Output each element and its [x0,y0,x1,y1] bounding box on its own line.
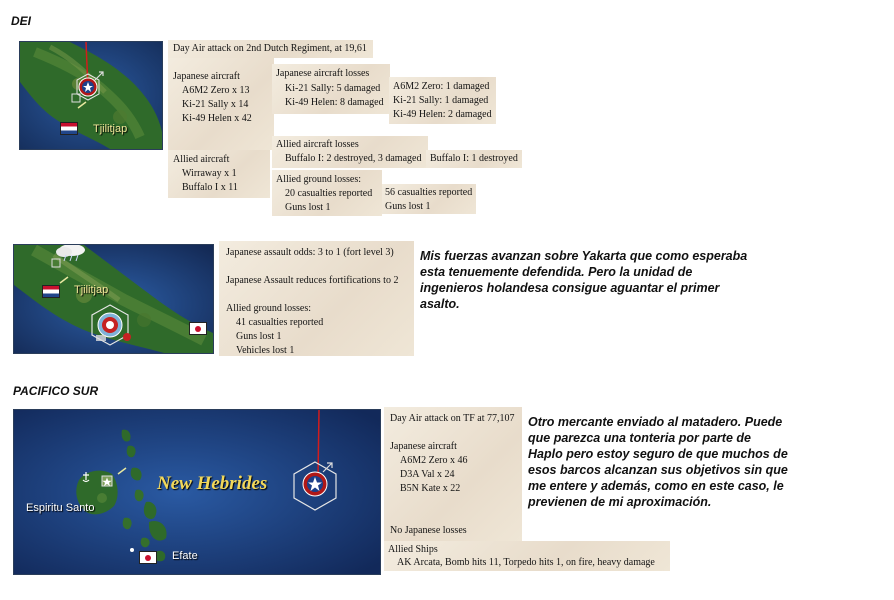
commentary-line: asalto. [420,297,460,311]
report1-allied-header: Allied aircraft [173,154,230,165]
report3-no-losses: No Japanese losses [390,525,467,536]
report2-fortifications: Japanese Assault reduces fortifications to 2 [226,275,399,286]
report2-odds: Japanese assault odds: 3 to 1 (fort level 3) [226,247,394,258]
report1-ground-extra-item: 56 casualties reported [385,187,473,198]
report3-jap-aircraft-item: D3A Val x 24 [400,469,455,480]
report3-jap-aircraft-item: A6M2 Zero x 46 [400,455,468,466]
report3-jap-aircraft-item: B5N Kate x 22 [400,483,461,494]
report1-jap-loss-extra-item: Ki-49 Helen: 2 damaged [393,109,492,120]
section-title-pacifico-sur: PACIFICO SUR [13,384,99,398]
dutch-flag-icon [42,285,60,298]
map-label-new-hebrides: New Hebrides [157,473,268,494]
map-new-hebrides [13,409,381,575]
map-java-air-attack [19,41,163,150]
commentary-line: esos barcos alcanzan sus objetivos sin que [528,463,788,477]
report1-jap-loss-extra-item: Ki-21 Sally: 1 damaged [393,95,489,106]
report1-ground-header: Allied ground losses: [276,174,361,185]
report3-air-attack-panel [384,407,522,541]
report1-jap-losses-extra-panel [389,77,496,124]
report3-ships-header: Allied Ships [388,544,438,555]
commentary-line: Haplo pero estoy seguro de que muchos de [528,447,788,461]
report1-title-panel [168,40,373,58]
report1-jap-losses-header: Japanese aircraft losses [276,68,370,79]
japanese-flag-icon [139,551,157,564]
report3-allied-ships-panel [384,541,670,571]
map-java-ground-assault [13,244,214,354]
report1-jap-loss-extra-item: A6M2 Zero: 1 damaged [393,81,490,92]
report1-jap-losses-panel [272,64,390,114]
report1-ground-item: Guns lost 1 [285,202,331,213]
report1-ground-item: 20 casualties reported [285,188,373,199]
report3-title: Day Air attack on TF at 77,107 [390,413,515,424]
dutch-flag-icon [60,122,78,135]
report1-allied-loss-extra-item: Buffalo I: 1 destroyed [430,153,518,164]
report3-ship-item: AK Arcata, Bomb hits 11, Torpedo hits 1, on fire, heavy damage [397,557,655,568]
commentary-line: Otro mercante enviado al matadero. Puede [528,415,783,429]
report1-allied-losses-extra-panel [426,150,522,168]
report1-ground-extra-panel [382,184,476,214]
report2-ground-assault-panel [219,241,414,356]
report1-allied-aircraft-item: Buffalo I x 11 [182,182,238,193]
report2-ground-item: 41 casualties reported [236,317,324,328]
commentary-line: Mis fuerzas avanzan sobre Yakarta que como esperaba [420,249,748,263]
commentary-line: previenen de mi aproximación. [528,495,712,509]
report3-jap-header: Japanese aircraft [390,441,457,452]
commentary-pacifico-sur [528,414,868,510]
report1-jap-loss-item: Ki-21 Sally: 5 damaged [285,83,381,94]
report1-allied-losses-header: Allied aircraft losses [276,139,359,150]
commentary-line: que parezca una tonteria por parte de [528,431,751,445]
commentary-line: esta tenuemente defendida. Pero la unidad de [420,265,693,279]
section-title-dei: DEI [11,14,32,28]
report1-allied-losses-panel [272,136,428,168]
report1-allied-aircraft-item: Wirraway x 1 [182,168,237,179]
commentary-line: me entere y además, como en este caso, le [528,479,784,493]
map-label-tjilitjap: Tjilitjap [93,123,128,135]
map-label-tjilitjap: Tjilitjap [74,284,109,296]
commentary-line: ingenieros holandesa consigue aguantar el primer [420,281,720,295]
report1-jap-loss-item: Ki-49 Helen: 8 damaged [285,97,384,108]
report2-ground-header: Allied ground losses: [226,303,311,314]
report1-ground-losses-panel [272,170,382,216]
report1-japanese-aircraft-panel [168,58,274,150]
report2-ground-item: Vehicles lost 1 [236,345,295,356]
japanese-flag-icon [189,322,207,335]
report1-title: Day Air attack on 2nd Dutch Regiment, at 19,61 [173,43,367,54]
report1-jap-header: Japanese aircraft [173,71,240,82]
commentary-dei [420,248,770,312]
report2-ground-item: Guns lost 1 [236,331,282,342]
map-label-espiritu-santo: Espiritu Santo [26,502,95,514]
report1-allied-aircraft-panel [168,150,270,198]
map-label-efate: Efate [172,550,198,562]
report1-jap-aircraft-item: Ki-49 Helen x 42 [182,113,252,124]
report1-jap-aircraft-item: Ki-21 Sally x 14 [182,99,249,110]
report1-jap-aircraft-item: A6M2 Zero x 13 [182,85,250,96]
report1-allied-loss-item: Buffalo I: 2 destroyed, 3 damaged [285,153,422,164]
report1-ground-extra-item: Guns lost 1 [385,201,431,212]
